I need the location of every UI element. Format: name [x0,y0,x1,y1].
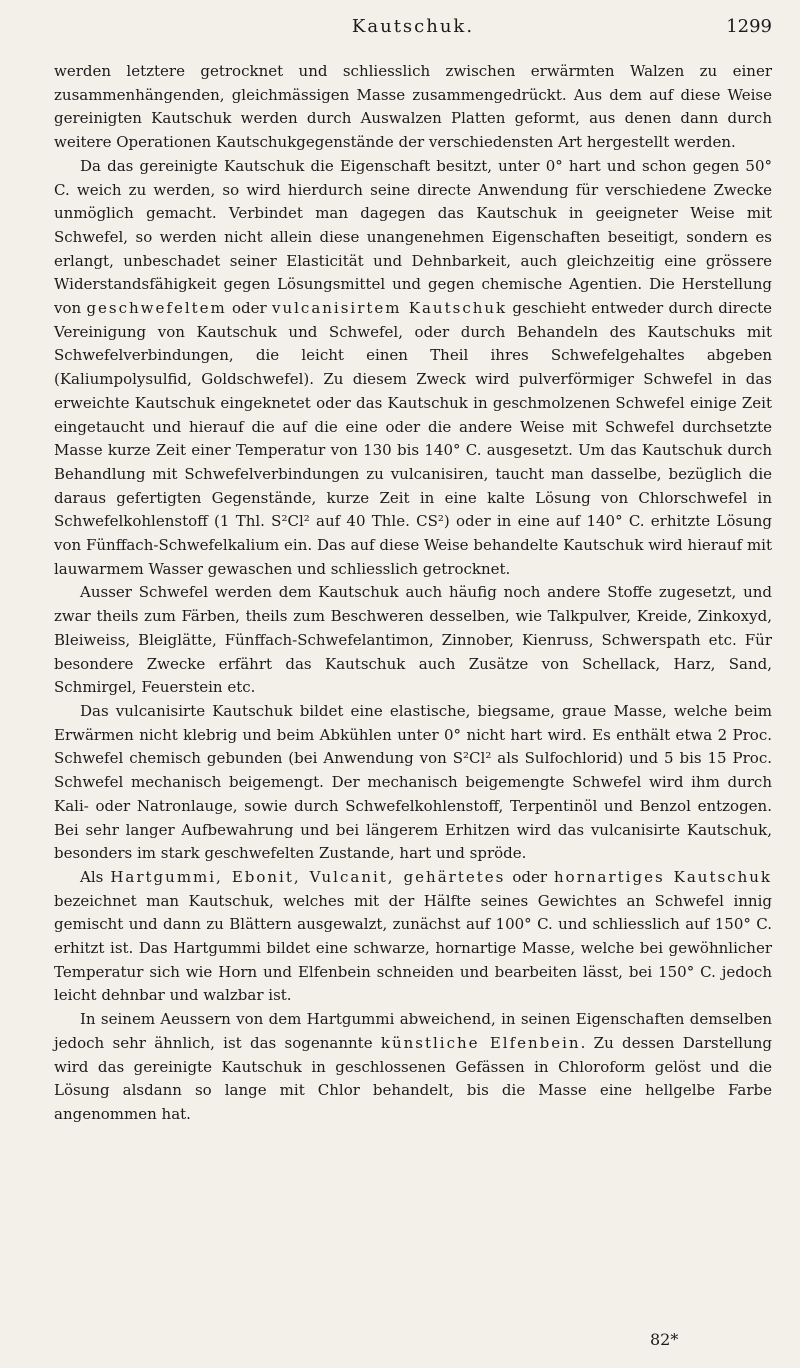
text-run: Ausser Schwefel werden dem Kautschuk auch häufig noch andere Stoffe zugesetzt, und zwar theils zum Färben, theils zum Beschweren desselben, wie Talkpulver, Kreide, Zinkoxyd, Bleiweiss, Bleiglätte, Fünffach-Schwefelantimon, Zinnober, Kienruss, Schwerspath etc. Für besondere Zwecke erfährt das Kautschuk auch Zusätze von Schellack, Harz, Sand, Schmirgel, Feuerstein etc. [54,583,772,697]
page-number: 1299 [726,16,772,37]
running-title: Kautschuk. [351,16,475,37]
running-header [54,16,772,44]
text-run: geschieht entweder durch directe Vereinigung von Kautschuk und Schwefel, oder durch Behandeln des Kautschuks mit Schwefelverbindungen, die leicht einen Theil ihres Schwefelgehaltes abgeben (Kaliumpolysulfid, Goldschwefel). Zu diesem Zweck wird pulverförmiger Schwefel in das erweichte Kautschuk eingeknetet oder das Kautschuk in geschmolzenen Schwefel einige Zeit eingetaucht und hierauf die auf die eine oder die andere Weise mit Schwefel durchsetzte Masse kurze Zeit einer Temperatur von 130 bis 140° C. ausgesetzt. Um das Kautschuk durch Behandlung mit Schwefelverbindungen zu vulcanisiren, taucht man dasselbe, bezüglich die daraus gefertigten Gegenstände, kurze Zeit in eine kalte Lösung von Chlorschwefel in Schwefelkohlenstoff (1 Thl. S²Cl² auf 40 Thle. CS²) oder in eine auf 140° C. erhitzte Lösung von Fünffach-Schwefelkalium ein. Das auf diese Weise behandelte Kautschuk wird hierauf mit lauwarmem Wasser gewaschen und schliesslich getrocknet. [54,299,772,578]
paragraph [54,866,772,1008]
paragraph [54,700,772,866]
text-run: Das vulcanisirte Kautschuk bildet eine elastische, biegsame, graue Masse, welche beim Erwärmen nicht klebrig und beim Abkühlen unter 0° nicht hart wird. Es enthält etwa 2 Proc. Schwefel chemisch gebunden (bei Anwendung von S²Cl² als Sulfochlorid) und 5 bis 15 Proc. Schwefel mechanisch beigemengt. Der mechanisch beigemengte Schwefel wird ihm durch Kali- oder Natronlauge, sowie durch Schwefelkohlenstoff, Terpentinöl und Benzol entzogen. Bei sehr langer Aufbewahrung und bei längerem Erhitzen wird das vulcanisirte Kautschuk, besonders im stark geschwefelten Zustande, hart und spröde. [54,701,772,863]
paragraph [54,155,772,582]
body-text [54,60,772,1127]
text-run: In seinem Aeussern von dem Hartgummi abweichend, in seinen Eigenschaften demselben jedoch sehr ähnlich, ist das sogenannte [54,1010,772,1052]
spaced-term: künstliche Elfenbein [380,1033,581,1052]
text-run: Da das gereinigte Kautschuk die Eigenschaft besitzt, unter 0° hart und schon gegen 50° C. weich zu werden, so wird hierdurch seine directe Anwendung für verschiedene Zwecke unmöglich gemacht. Verbindet man dagegen das Kautschuk in geeigneter Weise mit Schwefel, so werden nicht allein diese unangenehmen Eigenschaften beseitigt, sondern es erlangt, unbeschadet seiner Elasticität und Dehnbarkeit, auch gleichzeitig eine grössere Widerstandsfähigkeit gegen Lösungsmittel und gegen chemische Agentien. Die Herstellung von [54,156,772,318]
paragraph [54,581,772,700]
text-run: oder [505,867,555,886]
text-run: Als [80,867,111,886]
text-run: werden letztere getrocknet und schliesslich zwischen erwärmten Walzen zu einer zusammenhängenden, gleichmässigen Masse zusammengedrückt. Aus dem auf diese Weise gereinigten Kautschuk werden durch Auswalzen Platten geformt, aus denen dann durch weitere Operationen Kautschukgegenstände der verschiedensten Art hergestellt werden. [54,62,772,152]
spaced-term: Hartgummi, Ebonit, Vulcanit, gehärtetes [110,867,506,886]
paragraph [54,60,772,155]
text-run: oder [226,299,272,318]
text-run: bezeichnet man Kautschuk, welches mit der Hälfte seines Gewichtes an Schwefel innig gemischt und dann zu Blättern ausgewalzt, zunächst auf 100° C. und schliesslich auf 150° C. erhitzt ist. Das Hartgummi bildet eine schwarze, hornartige Masse, welche bei gewöhnlicher Temperatur sich wie Horn und Elfenbein schneiden und bearbeiten lässt, bei 150° C. jedoch leicht dehnbar und walzbar ist. [54,891,772,1005]
text-run: . Zu dessen Darstellung wird das gereinigte Kautschuk in geschlossenen Gefässen in Chloroform gelöst und die Lösung alsdann so lange mit Chlor behandelt, bis die Masse eine hellgelbe Farbe angenommen hat. [54,1033,772,1123]
spaced-term: hornartiges Kautschuk [554,867,772,886]
paragraph [54,1008,772,1127]
spaced-term: geschwefeltem [86,299,227,318]
spaced-term: vulcanisirtem Kautschuk [271,299,508,318]
signature-mark: 82* [650,1330,679,1349]
